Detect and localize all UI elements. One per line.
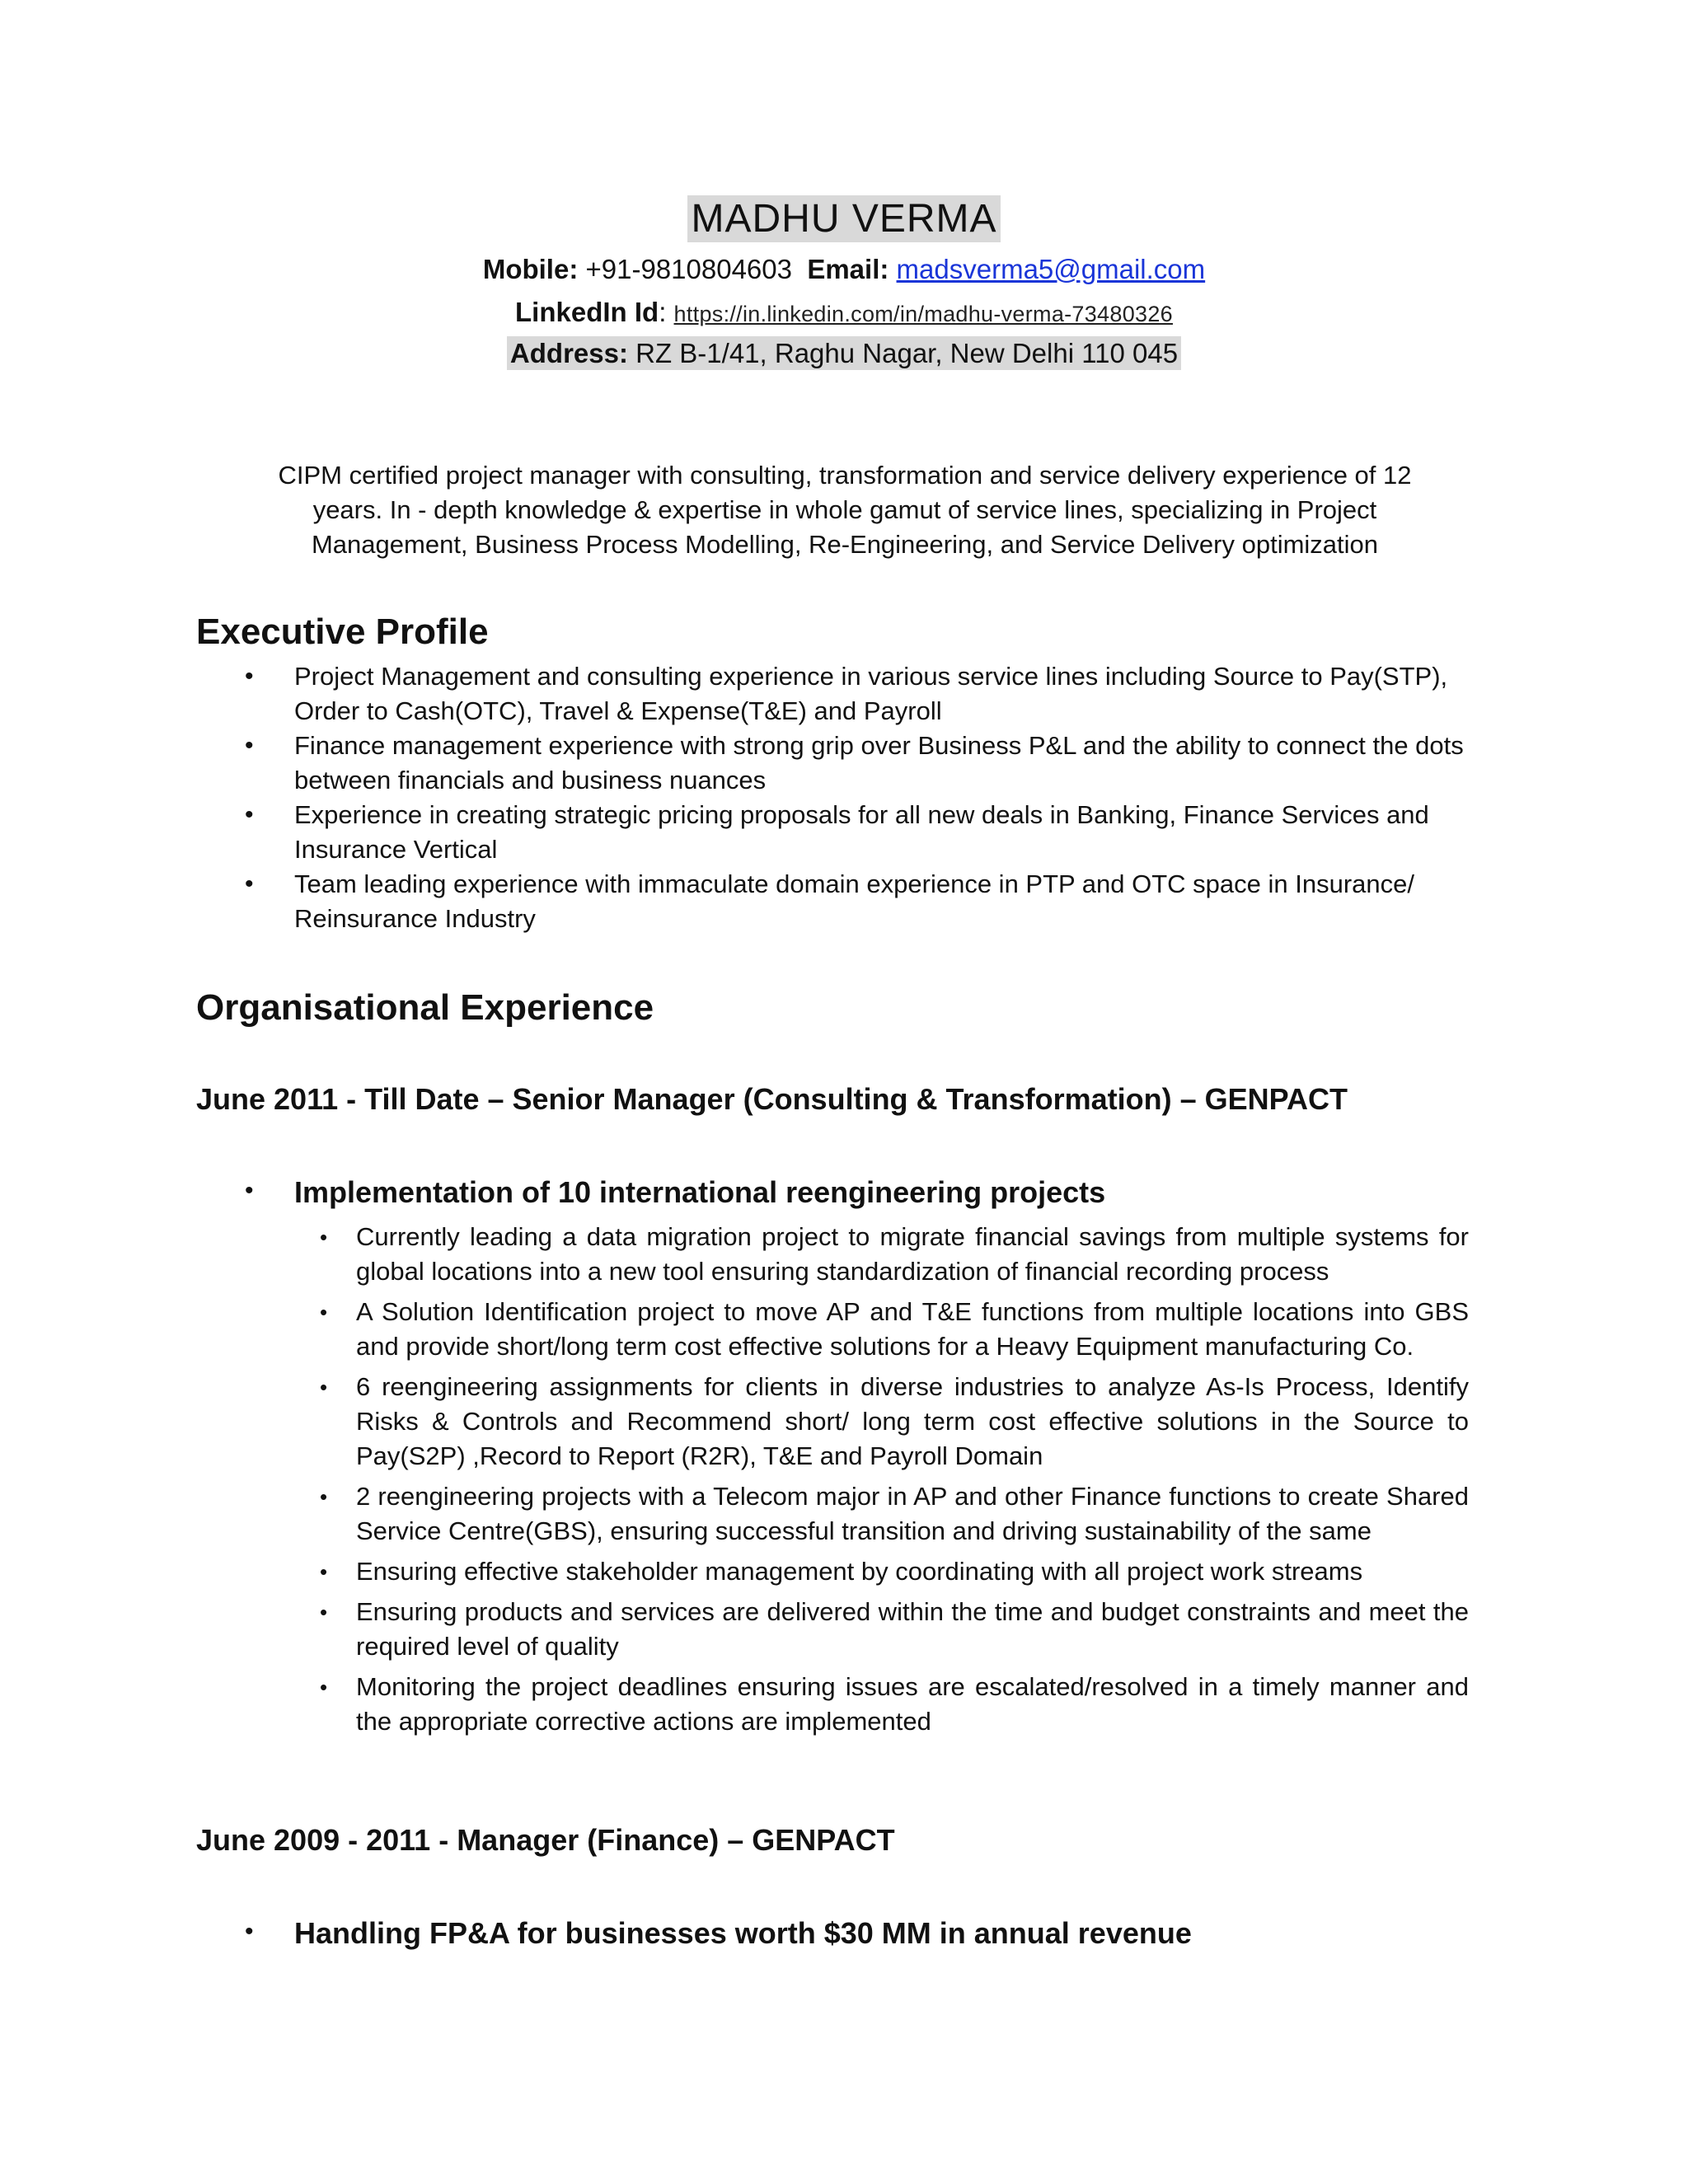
list-item xyxy=(245,798,1473,867)
job-highlight xyxy=(245,1175,1106,1210)
list-item-text: Monitoring the project deadlines ensuring issues are escalated/resolved in a timely manner and the appropriate corrective actions are implemented xyxy=(356,1672,1469,1736)
job-highlight xyxy=(245,1916,1192,1951)
list-item-text: Project Management and consulting experience in various service lines including Source to Pay(STP), Order to Cash(OTC), Travel & Expense(T&E) and Payroll xyxy=(294,662,1448,725)
bullet-icon: • xyxy=(320,1484,328,1509)
email-link[interactable]: madsverma5@gmail.com xyxy=(896,254,1206,284)
list-item xyxy=(245,867,1473,936)
job-heading-senior-manager: June 2011 - Till Date – Senior Manager (Consulting & Transformation) – GENPACT xyxy=(196,1082,1348,1116)
bullet-icon: • xyxy=(245,1177,254,1204)
list-item-text: Currently leading a data migration project to migrate financial savings from multiple systems for global locations into a new tool ensuring standardization of financial recording process xyxy=(356,1222,1469,1286)
list-item-text: Experience in creating strategic pricing proposals for all new deals in Banking, Finance Services and Insurance Vertical xyxy=(294,800,1429,864)
list-item xyxy=(320,1220,1469,1289)
linkedin-label: LinkedIn Id xyxy=(515,297,659,327)
job-highlight-text: Implementation of 10 international reengineering projects xyxy=(294,1175,1106,1209)
section-title-executive-profile: Executive Profile xyxy=(196,612,489,652)
list-item xyxy=(320,1479,1469,1549)
bullet-icon: • xyxy=(320,1559,328,1584)
candidate-name xyxy=(0,196,1688,241)
professional-summary: CIPM certified project manager with consulting, transformation and service delivery experience of 12 years. In - depth knowledge & expertise in whole gamut of service lines, specializing in Project Management, Business Process Modelling, Re-Engineering, and Service Delivery optimization xyxy=(278,461,1412,559)
list-item-text: Ensuring products and services are delivered within the time and budget constraints and meet the required level of quality xyxy=(356,1597,1469,1661)
list-item xyxy=(245,659,1473,729)
list-item xyxy=(320,1595,1469,1664)
job-responsibilities-list xyxy=(320,1220,1469,1745)
list-item xyxy=(320,1554,1469,1589)
address-line xyxy=(0,338,1688,369)
mobile-label: Mobile: xyxy=(482,254,579,284)
bullet-icon: • xyxy=(245,801,254,828)
address-highlight xyxy=(507,336,1181,370)
bullet-icon: • xyxy=(245,663,254,690)
bullet-icon: • xyxy=(320,1675,328,1699)
list-item-text: 6 reengineering assignments for clients in diverse industries to analyze As-Is Process, Identify Risks & Controls and Recommend short/ long term cost effective solutions in the Source to Pay(S2P) ,Record to Report (R2R), T&E and Payroll Domain xyxy=(356,1372,1469,1470)
email-label: Email: xyxy=(807,254,889,284)
contact-line xyxy=(0,254,1688,285)
mobile-number: +91-9810804603 xyxy=(585,254,792,284)
list-item xyxy=(320,1295,1469,1364)
list-item xyxy=(320,1670,1469,1739)
bullet-icon: • xyxy=(320,1225,328,1249)
job-highlight-text: Handling FP&A for businesses worth $30 MM in annual revenue xyxy=(294,1916,1192,1950)
bullet-icon: • xyxy=(320,1600,328,1624)
address-text: RZ B-1/41, Raghu Nagar, New Delhi 110 045 xyxy=(635,338,1179,368)
linkedin-line xyxy=(0,297,1688,328)
list-item-text: Finance management experience with strong grip over Business P&L and the ability to connect the dots between financials and business nuances xyxy=(294,731,1464,794)
executive-profile-list xyxy=(245,659,1473,936)
list-item xyxy=(245,729,1473,798)
bullet-icon: • xyxy=(320,1300,328,1324)
bullet-icon: • xyxy=(320,1375,328,1399)
list-item-text: Ensuring effective stakeholder management by coordinating with all project work streams xyxy=(356,1557,1363,1586)
candidate-name-text: MADHU VERMA xyxy=(687,195,1000,242)
list-item-text: Team leading experience with immaculate domain experience in PTP and OTC space in Insurance/ Reinsurance Industry xyxy=(294,869,1414,933)
bullet-icon: • xyxy=(245,732,254,759)
linkedin-separator: : xyxy=(659,297,667,327)
list-item xyxy=(320,1370,1469,1474)
job-heading-manager-finance: June 2009 - 2011 - Manager (Finance) – GENPACT xyxy=(196,1823,895,1857)
list-item-text: 2 reengineering projects with a Telecom major in AP and other Finance functions to create Shared Service Centre(GBS), ensuring successful transition and driving sustainability of the same xyxy=(356,1482,1469,1545)
bullet-icon: • xyxy=(245,870,254,898)
list-item-text: A Solution Identification project to move AP and T&E functions from multiple locations into GBS and provide short/long term cost effective solutions for a Heavy Equipment manufacturing Co. xyxy=(356,1297,1469,1361)
bullet-icon: • xyxy=(245,1918,254,1945)
linkedin-url[interactable]: https://in.linkedin.com/in/madhu-verma-73480326 xyxy=(673,302,1173,326)
address-label: Address: xyxy=(509,338,628,368)
section-title-organisational-experience: Organisational Experience xyxy=(196,987,654,1028)
